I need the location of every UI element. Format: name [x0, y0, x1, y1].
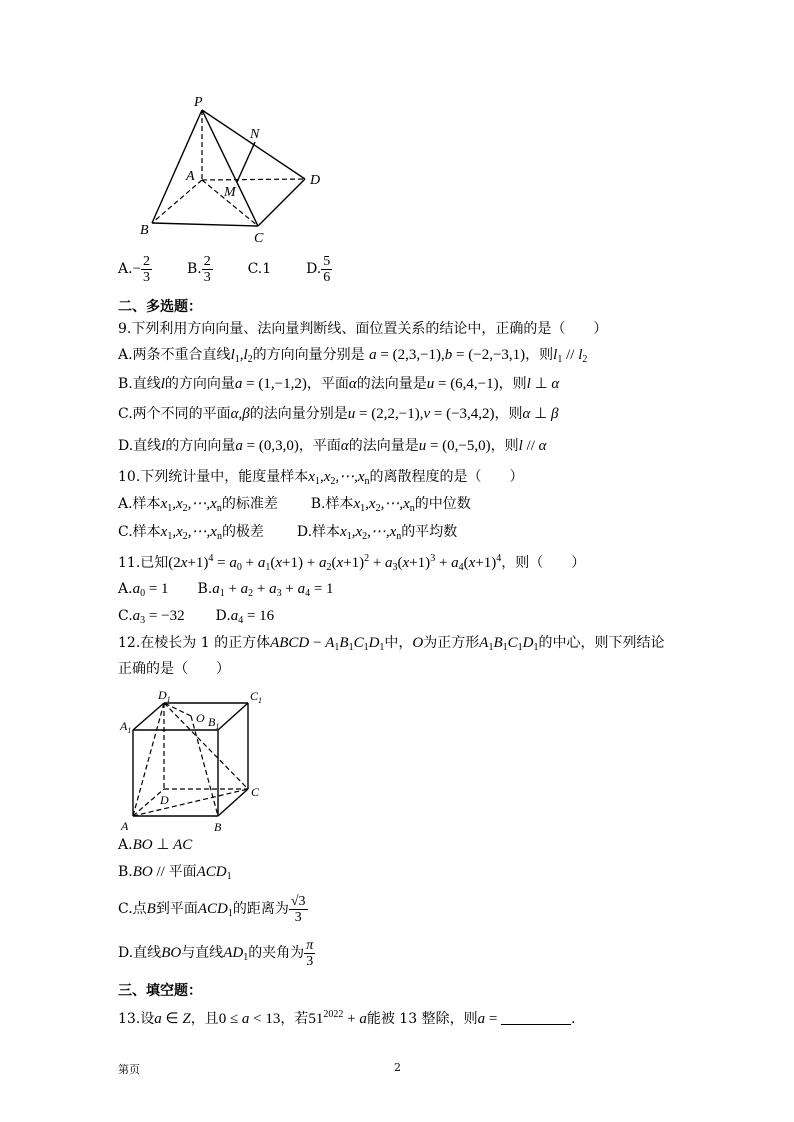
q13: 13.设a ∈ Z，且0 ≤ a < 13，若$51^{2022} + a$能被 13 整除，则a = . [118, 1009, 576, 1027]
label-C1: $C_1$ [250, 689, 263, 705]
q11-stem: 11.已知$(2x+1)^4 = a_0 + a_1(x+1) + a_2(x+1)^2 + a_3(x+1)^3 + a_4(x+1)^4$，则（ ） [118, 553, 586, 573]
label-B: B [214, 820, 222, 834]
label-M: M [224, 185, 236, 200]
q12-option-c: C.点B到平面$ACD_1$的距离为 $\frac{√3}{3}$ [118, 893, 306, 925]
label-D: D [160, 793, 169, 807]
q11-option-b: $B.a_1 + a_2 + a_3 + a_4 = 1$ [197, 581, 334, 599]
label-P: P [194, 95, 203, 110]
section2-title: 二、多选题： [118, 299, 202, 315]
q10-option-c: C.样本$x_1,x_2,\cdots,x_n$的极差 [118, 524, 264, 542]
label-O: O [196, 711, 205, 725]
label-N: N [250, 127, 260, 142]
q8-options [118, 252, 332, 286]
label-A: A [121, 819, 129, 833]
q10-option-d: D.样本$x_1,x_2,\cdots,x_n$的平均数 [296, 524, 458, 542]
q10-options-ab [118, 495, 471, 518]
q13-answer-blank[interactable] [501, 1010, 571, 1025]
q12-stem-line2: 正确的是（ ） [118, 661, 230, 677]
label-C: C [251, 785, 260, 799]
q8-option-d: D. $\frac{5}{6}$ [306, 253, 331, 285]
label-B1: $B_1$ [208, 715, 220, 731]
q11-options-ab [118, 580, 334, 603]
label-C: C [254, 231, 264, 244]
q9-option-a: A.两条不重合直线$l_1,l_2$的方向向量分别是 a = (2,3,−1),b = (−2,−3,1)，则$l_1 // l_2$ [118, 347, 588, 365]
q10-option-b: B.样本$x_1,x_2,\cdots,x_n$的中位数 [310, 496, 471, 514]
section3-title: 三、填空题： [118, 983, 202, 999]
page-number: 2 [394, 1061, 401, 1074]
q11-option-c: $C.a_3 = -32$ [118, 608, 185, 626]
label-B: B [140, 223, 149, 238]
label-D1: $D_1$ [158, 688, 171, 704]
q9-option-c: C.两个不同的平面α,β的法向量分别是u = (2,2,−1),v = (−3,4,2)，则α ⊥ β [118, 406, 559, 422]
label-A1: $A_1$ [120, 719, 132, 735]
q10-option-a: A.样本$x_1,x_2,\cdots,x_n$的标准差 [118, 496, 278, 514]
q12-option-b: B.BO // 平面$ACD_1$ [118, 864, 232, 882]
pyramid-figure [140, 92, 340, 244]
q8-option-a: A.− $\frac{2}{3}$ [118, 253, 151, 285]
q8-option-c: C.1 [247, 261, 272, 277]
q10-stem: 10.下列统计量中，能度量样本$x_1,x_2,\cdots,x_n$的离散程度的是（ ） [118, 469, 524, 487]
q12-option-d: D.直线BO与直线$AD_1$的夹角为 $\frac{\pi}{3}$ [118, 937, 314, 969]
footer-left: 第页 [118, 1063, 140, 1076]
q11-option-a: $A.a_0 = 1$ [118, 581, 169, 599]
label-D: D [310, 173, 321, 188]
q9-option-b: B.直线l的方向向量a = (1,−1,2)，平面α的法向量是u = (6,4,−1)，则l ⊥ α [118, 376, 560, 392]
q8-option-b: B. $\frac{2}{3}$ [186, 253, 211, 285]
q11-option-d: $D.a_4 = 16$ [215, 608, 275, 626]
q9-stem: 9.下列利用方向向量、法向量判断线、面位置关系的结论中，正确的是（ ） [118, 321, 608, 337]
q10-options-cd [118, 523, 457, 546]
q12-option-a: A.BO ⊥ AC [118, 837, 193, 853]
q11-options-cd [118, 607, 274, 630]
label-A: A [186, 169, 195, 184]
cube-figure [118, 686, 278, 836]
q12-stem: 12.在棱长为 1 的正方体ABCD − $A_1B_1C_1D_1$中，O为正方形$A_1B_1C_1D_1$的中心，则下列结论 [118, 635, 665, 653]
q9-option-d: D.直线l的方向向量a = (0,3,0)，平面α的法向量是u = (0,−5,0)，则l // α [118, 438, 547, 454]
